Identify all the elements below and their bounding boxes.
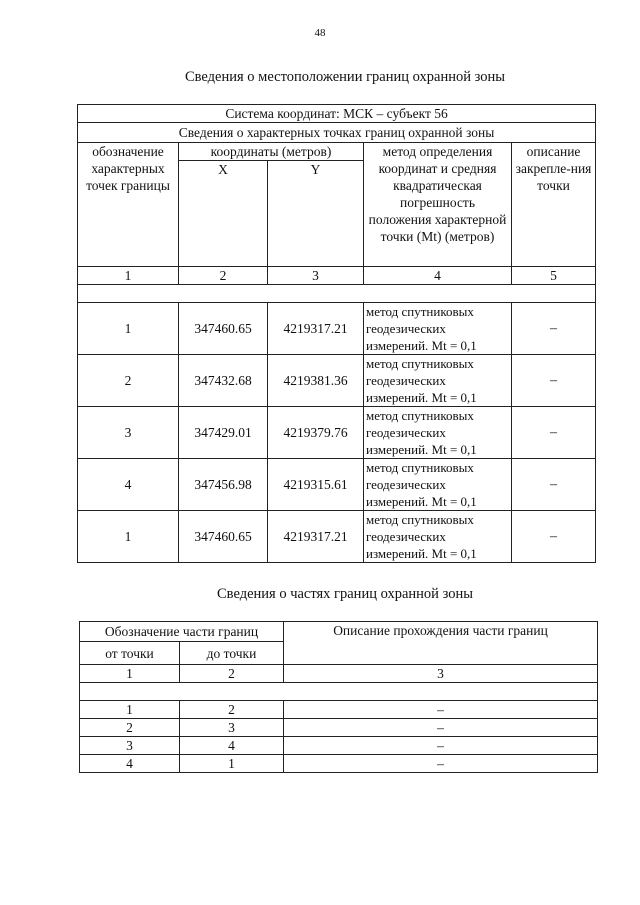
coord-x: 347456.98 (179, 459, 268, 511)
coord-y: 4219379.76 (268, 407, 364, 459)
coord-y: 4219381.36 (268, 355, 364, 407)
col-header-designation: обозначение характерных точек границы (78, 143, 179, 267)
coord-x: 347429.01 (179, 407, 268, 459)
method-description: метод спутниковых геодезических измерений. Mt = 0,1 (364, 303, 512, 355)
points-info-header: Сведения о характерных точках границ охранной зоны (78, 123, 596, 143)
col-number: 1 (80, 665, 180, 683)
to-point: 4 (180, 737, 284, 755)
from-point: 2 (80, 719, 180, 737)
point-description: – (512, 355, 596, 407)
coord-x: 347460.65 (179, 511, 268, 563)
point-description: – (512, 303, 596, 355)
coord-y: 4219317.21 (268, 511, 364, 563)
point-description: – (512, 511, 596, 563)
col-number: 1 (78, 267, 179, 285)
table-row (80, 719, 598, 737)
boundary-parts-table (79, 621, 598, 773)
part-description: – (284, 701, 598, 719)
table-row (78, 407, 596, 459)
col-number: 3 (268, 267, 364, 285)
col-header-coords: координаты (метров) (179, 143, 364, 161)
part-description: – (284, 719, 598, 737)
coord-x: 347432.68 (179, 355, 268, 407)
coord-y: 4219317.21 (268, 303, 364, 355)
coord-system-header: Система координат: МСК – субъект 56 (78, 105, 596, 123)
spacer-row (80, 683, 598, 701)
table-row (78, 355, 596, 407)
boundary-points-table (77, 104, 596, 563)
method-description: метод спутниковых геодезических измерений. Mt = 0,1 (364, 407, 512, 459)
table-row (78, 303, 596, 355)
col-header-to: до точки (180, 642, 284, 665)
from-point: 3 (80, 737, 180, 755)
to-point: 2 (180, 701, 284, 719)
section-title-parts: Сведения о частях границ охранной зоны (217, 586, 473, 602)
section-title-location: Сведения о местоположении границ охранной зоны (184, 69, 505, 85)
point-description: – (512, 459, 596, 511)
page-number: 48 (314, 27, 326, 39)
spacer-row (78, 285, 596, 303)
point-description: – (512, 407, 596, 459)
col-header-from: от точки (80, 642, 180, 665)
part-description: – (284, 737, 598, 755)
col-number: 2 (180, 665, 284, 683)
point-designation: 2 (78, 355, 179, 407)
col-number: 3 (284, 665, 598, 683)
col-header-y: Y (268, 161, 364, 267)
table-row (78, 511, 596, 563)
col-number: 2 (179, 267, 268, 285)
point-designation: 3 (78, 407, 179, 459)
coord-x: 347460.65 (179, 303, 268, 355)
col-header-part: Обозначение части границ (80, 622, 284, 642)
table-row (80, 737, 598, 755)
table-row (80, 755, 598, 773)
method-description: метод спутниковых геодезических измерений. Mt = 0,1 (364, 355, 512, 407)
from-point: 4 (80, 755, 180, 773)
table-row (80, 701, 598, 719)
col-header-method: метод определения координат и средняя квадратическая погрешность положения характерной точки (Mt) (метров) (364, 143, 512, 267)
col-header-x: X (179, 161, 268, 267)
from-point: 1 (80, 701, 180, 719)
point-designation: 4 (78, 459, 179, 511)
method-description: метод спутниковых геодезических измерений. Mt = 0,1 (364, 511, 512, 563)
method-description: метод спутниковых геодезических измерений. Mt = 0,1 (364, 459, 512, 511)
to-point: 3 (180, 719, 284, 737)
to-point: 1 (180, 755, 284, 773)
col-number: 4 (364, 267, 512, 285)
part-description: – (284, 755, 598, 773)
point-designation: 1 (78, 303, 179, 355)
col-header-part-description: Описание прохождения части границ (284, 622, 598, 665)
coord-y: 4219315.61 (268, 459, 364, 511)
point-designation: 1 (78, 511, 179, 563)
table-row (78, 459, 596, 511)
col-number: 5 (512, 267, 596, 285)
col-header-description: описание закрепле-ния точки (512, 143, 596, 267)
